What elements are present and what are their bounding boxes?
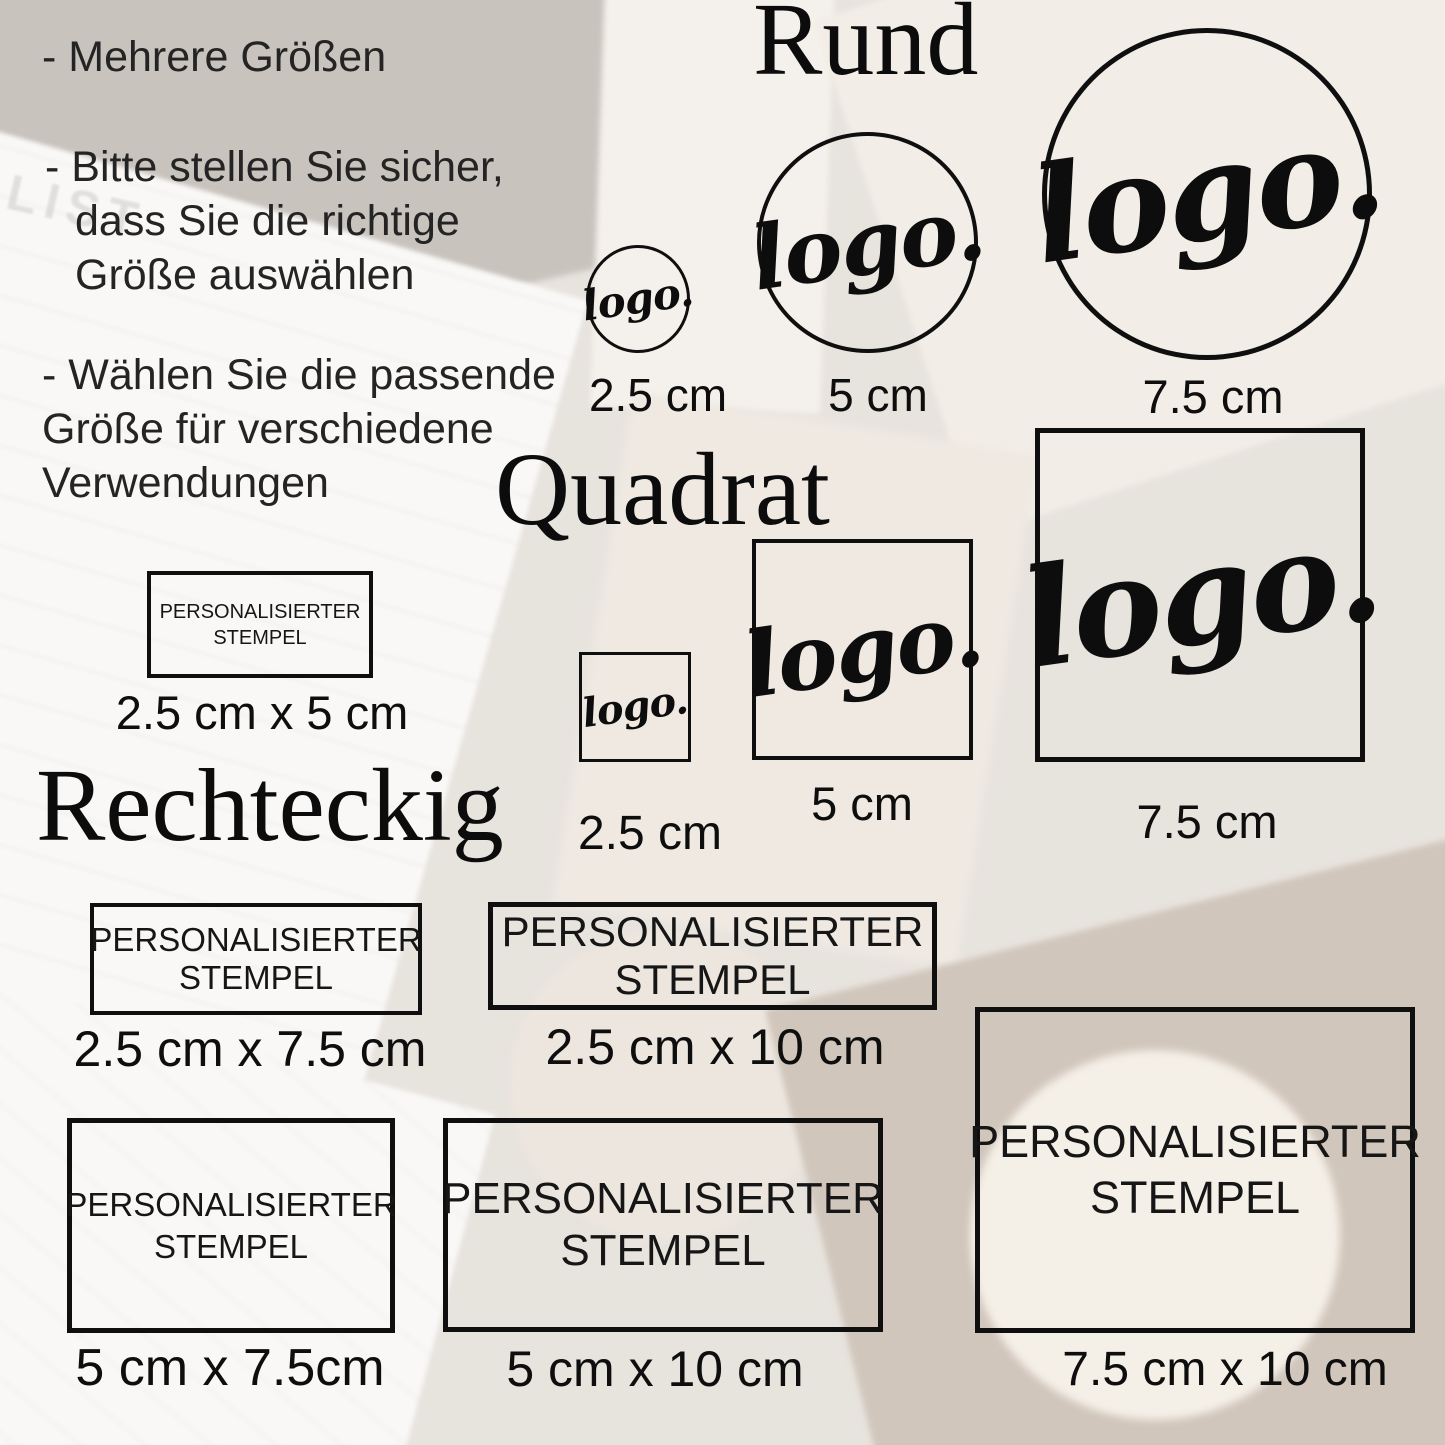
stamp-text-line2: STEMPEL [1089,1172,1301,1223]
bullet-choose-correct-size [45,140,504,302]
rect-stamp-5x7-5 [67,1118,395,1333]
round-stamp-7-5cm [1023,28,1391,360]
round-stamp-2-5cm [579,245,697,353]
stamp-text-line2: STEMPEL [614,956,811,1003]
size-label-rect-2-5x7-5: 2.5 cm x 7.5 cm [73,1021,427,1077]
size-label-quadrat-small: 2.5 cm [577,807,723,860]
logo-imprint: logo. [1012,491,1388,699]
stamp-text-line2: STEMPEL [178,959,334,996]
stamp-text-line1: PERSONALISIERTER [65,1185,397,1223]
stamp-text-line1: PERSONALISIERTER [969,1116,1421,1167]
rect-stamp-2-5x5 [147,571,373,678]
size-label-rect-7-5x10: 7.5 cm x 10 cm [1062,1343,1388,1396]
rect-stamp-2-5x10 [488,902,937,1010]
round-stamp-5cm [745,132,990,353]
bullet-line: - Mehrere Größen [42,33,387,81]
bullet-line: Größe für verschiedene [42,405,494,453]
size-label-rect-5x7-5: 5 cm x 7.5cm [75,1339,385,1397]
logo-imprint: logo. [1023,92,1391,295]
bullet-size-for-uses [42,348,556,510]
size-label-quadrat-large: 7.5 cm [1136,795,1278,848]
bullet-line: Verwendungen [42,459,329,507]
size-label-rund-medium: 5 cm [828,369,928,421]
square-stamp-5cm [737,539,988,760]
stamp-text-line1: PERSONALISIERTER [159,600,361,623]
rect-stamp-7-5x10 [969,1007,1421,1333]
logo-imprint: logo. [737,580,988,719]
size-label-rund-large: 7.5 cm [1142,370,1284,423]
logo-imprint: logo. [745,174,990,311]
bullet-line: Größe auswählen [75,251,415,299]
bullet-line: - Wählen Sie die passende [42,351,556,399]
bullet-line: - Bitte stellen Sie sicher, [45,143,504,191]
section-title-quadrat: Quadrat [495,432,830,547]
stamp-text-line2: STEMPEL [153,1227,309,1265]
section-title-rund: Rund [753,0,979,97]
stamp-text-line1: PERSONALISIERTER [442,1174,884,1223]
rect-stamp-2-5x7-5 [90,903,422,1015]
square-stamp-2-5cm [579,652,691,762]
bullet-multiple-sizes [42,30,386,84]
stamp-text-line1: PERSONALISIERTER [501,908,924,955]
size-label-rect-2-5x5: 2.5 cm x 5 cm [115,686,409,739]
logo-imprint: logo. [579,266,697,331]
size-label-quadrat-medium: 5 cm [811,777,913,830]
stamp-text-line2: STEMPEL [213,626,307,649]
size-label-rund-small: 2.5 cm [588,369,728,421]
rect-stamp-5x10 [443,1118,883,1332]
size-label-rect-5x10: 5 cm x 10 cm [506,1341,804,1397]
section-title-rechteckig: Rechteckig [36,748,504,863]
size-label-rect-2-5x10: 2.5 cm x 10 cm [545,1019,885,1075]
logo-imprint: logo. [579,675,691,738]
stamp-text-line2: STEMPEL [560,1226,766,1275]
bullet-line: dass Sie die richtige [75,197,460,245]
square-stamp-7-5cm [1012,428,1388,762]
stamp-text-line1: PERSONALISIERTER [90,921,422,958]
